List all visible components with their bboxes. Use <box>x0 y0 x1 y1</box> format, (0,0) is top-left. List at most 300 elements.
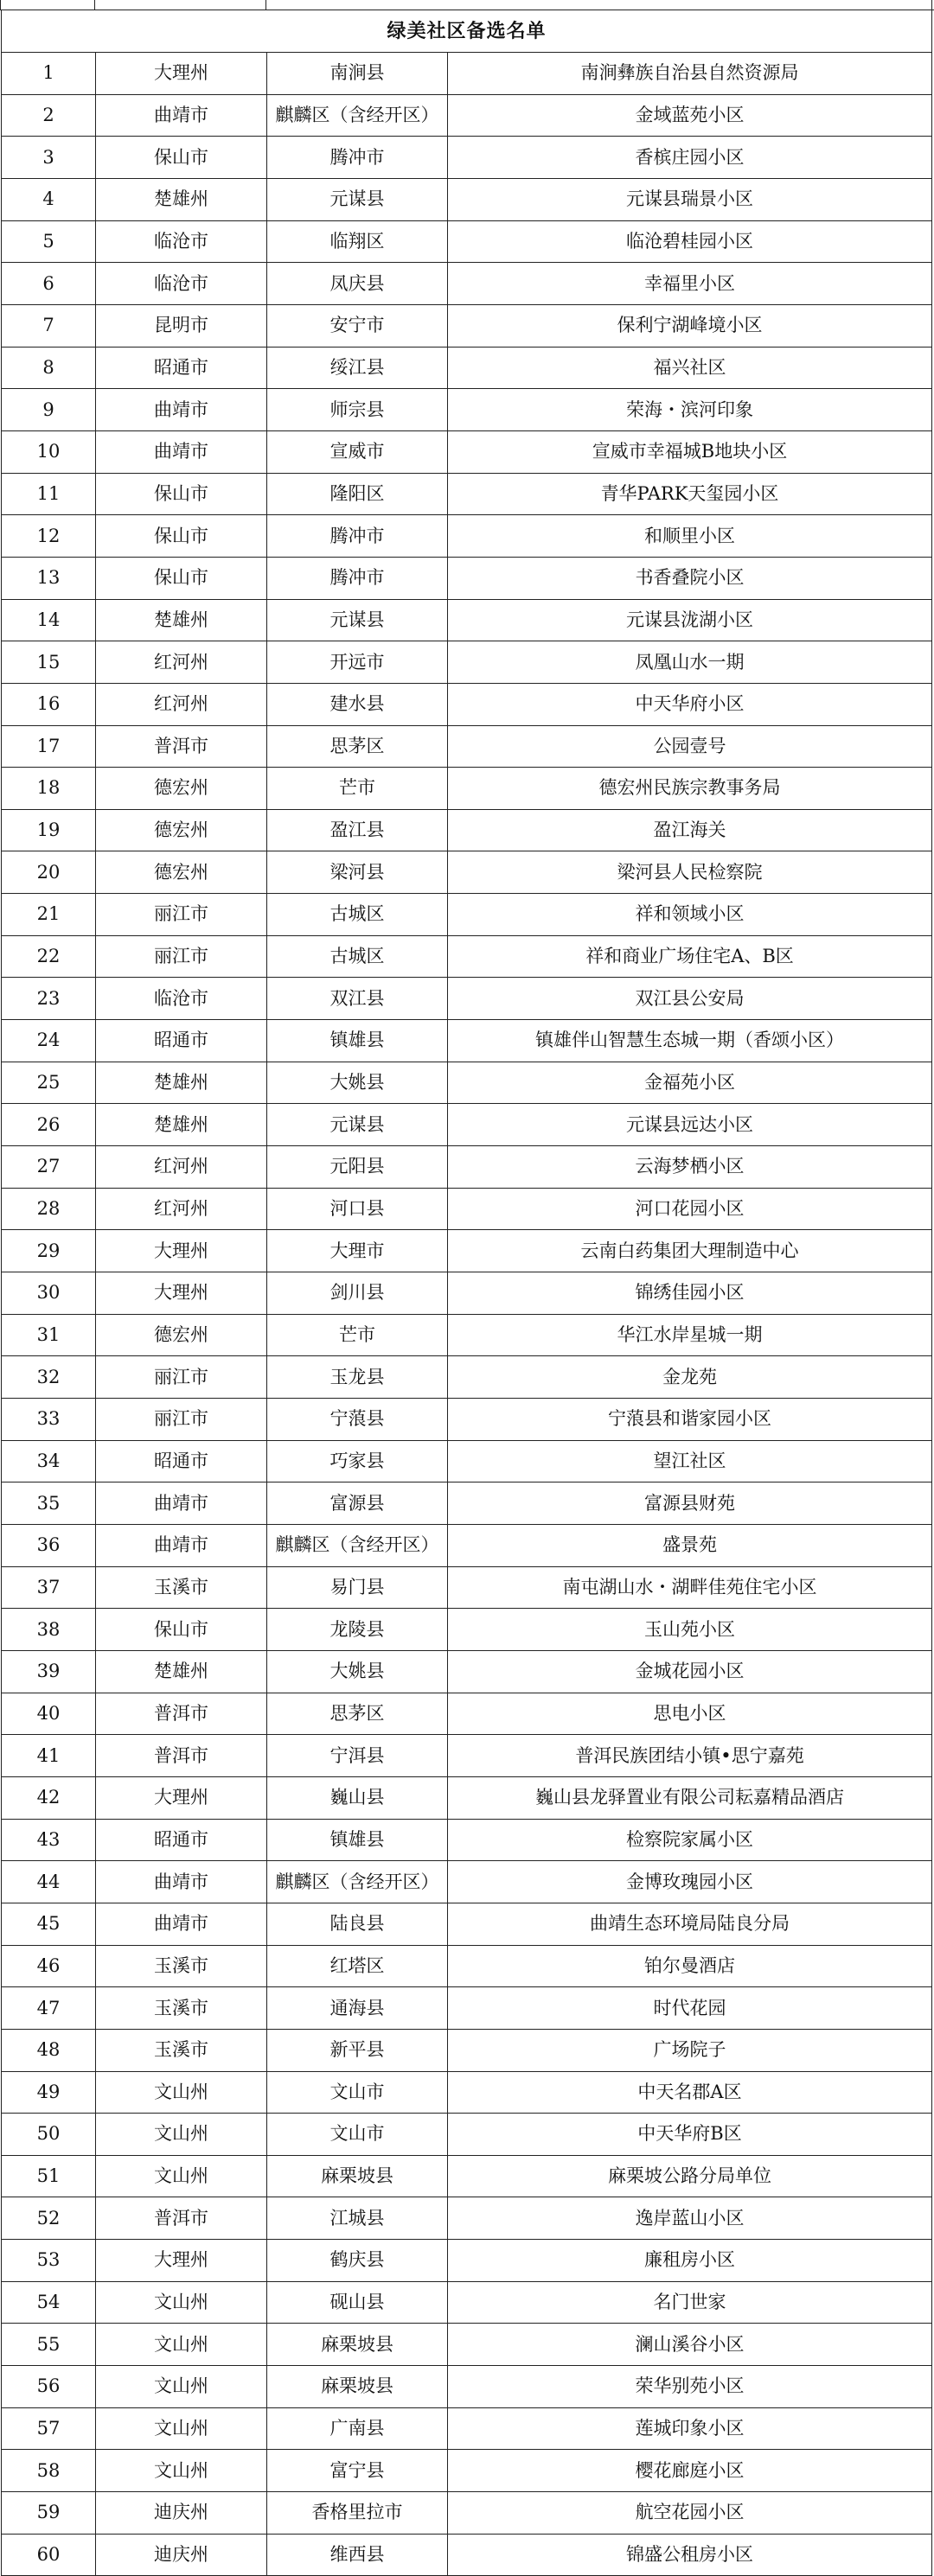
county-cell: 陆良县 <box>267 1903 448 1945</box>
city-cell: 玉溪市 <box>96 1987 267 2030</box>
row-number: 57 <box>2 2407 96 2450</box>
table-row <box>2 1566 932 1609</box>
table-row <box>2 1861 932 1903</box>
county-cell: 香格里拉市 <box>267 2492 448 2535</box>
community-name-cell: 富源县财苑 <box>448 1482 932 1525</box>
table-row <box>2 515 932 558</box>
community-name-cell: 中天华府B区 <box>448 2114 932 2156</box>
table-row <box>2 2407 932 2450</box>
row-number: 52 <box>2 2197 96 2240</box>
row-number: 40 <box>2 1693 96 1735</box>
community-name-cell: 德宏州民族宗教事务局 <box>448 768 932 810</box>
community-name-cell: 元谋县泷湖小区 <box>448 599 932 641</box>
table-row <box>2 1104 932 1146</box>
row-number: 24 <box>2 1020 96 1062</box>
county-cell: 梁河县 <box>267 851 448 894</box>
county-cell: 砚山县 <box>267 2281 448 2324</box>
table-row <box>2 1903 932 1945</box>
county-cell: 元谋县 <box>267 178 448 220</box>
community-name-cell: 元谋县远达小区 <box>448 1104 932 1146</box>
county-cell: 宣威市 <box>267 430 448 473</box>
row-number: 3 <box>2 137 96 179</box>
row-number: 60 <box>2 2534 96 2576</box>
community-name-cell: 元谋县瑞景小区 <box>448 178 932 220</box>
county-cell: 腾冲市 <box>267 137 448 179</box>
community-name-cell: 祥和领域小区 <box>448 894 932 936</box>
city-cell: 德宏州 <box>96 809 267 851</box>
city-cell: 德宏州 <box>96 1314 267 1356</box>
row-number: 13 <box>2 557 96 599</box>
community-name-cell: 锦绣佳园小区 <box>448 1272 932 1315</box>
table-row <box>2 809 932 851</box>
table-row <box>2 725 932 768</box>
county-cell: 巧家县 <box>267 1440 448 1482</box>
row-number: 46 <box>2 1945 96 1987</box>
county-cell: 红塔区 <box>267 1945 448 1987</box>
community-name-cell: 南涧彝族自治县自然资源局 <box>448 53 932 95</box>
community-name-cell: 保利宁湖峰境小区 <box>448 304 932 347</box>
community-name-cell: 麻栗坡公路分局单位 <box>448 2155 932 2197</box>
row-number: 42 <box>2 1776 96 1819</box>
row-number: 4 <box>2 178 96 220</box>
table-row <box>2 1819 932 1861</box>
table-row <box>2 263 932 305</box>
row-number: 59 <box>2 2492 96 2535</box>
city-cell: 保山市 <box>96 473 267 515</box>
city-cell: 大理州 <box>96 1230 267 1272</box>
table-row <box>2 2324 932 2366</box>
city-cell: 丽江市 <box>96 1356 267 1399</box>
city-cell: 文山州 <box>96 2366 267 2408</box>
city-cell: 昭通市 <box>96 1440 267 1482</box>
table-row <box>2 178 932 220</box>
community-name-cell: 河口花园小区 <box>448 1188 932 1230</box>
county-cell: 大姚县 <box>267 1062 448 1104</box>
table-row <box>2 2281 932 2324</box>
table-row <box>2 1776 932 1819</box>
community-name-cell: 金域蓝苑小区 <box>448 94 932 137</box>
row-number: 54 <box>2 2281 96 2324</box>
community-name-cell: 南屯湖山水・湖畔佳苑住宅小区 <box>448 1566 932 1609</box>
row-number: 10 <box>2 430 96 473</box>
city-cell: 文山州 <box>96 2155 267 2197</box>
row-number: 12 <box>2 515 96 558</box>
county-cell: 广南县 <box>267 2407 448 2450</box>
county-cell: 鹤庆县 <box>267 2240 448 2282</box>
row-number: 19 <box>2 809 96 851</box>
community-name-cell: 和顺里小区 <box>448 515 932 558</box>
community-name-cell: 盛景苑 <box>448 1524 932 1566</box>
county-cell: 文山市 <box>267 2114 448 2156</box>
city-cell: 普洱市 <box>96 1693 267 1735</box>
community-name-cell: 思电小区 <box>448 1693 932 1735</box>
community-name-cell: 金城花园小区 <box>448 1650 932 1693</box>
city-cell: 普洱市 <box>96 725 267 768</box>
row-number: 53 <box>2 2240 96 2282</box>
county-cell: 宁洱县 <box>267 1735 448 1777</box>
county-cell: 宁蒗县 <box>267 1399 448 1441</box>
table-row <box>2 1650 932 1693</box>
community-name-cell: 曲靖生态环境局陆良分局 <box>448 1903 932 1945</box>
table-row <box>2 1987 932 2030</box>
community-name-cell: 名门世家 <box>448 2281 932 2324</box>
row-number: 26 <box>2 1104 96 1146</box>
city-cell: 昭通市 <box>96 347 267 389</box>
row-number: 21 <box>2 894 96 936</box>
community-name-cell: 梁河县人民检察院 <box>448 851 932 894</box>
table-row <box>2 220 932 263</box>
county-cell: 易门县 <box>267 1566 448 1609</box>
city-cell: 临沧市 <box>96 220 267 263</box>
table-row <box>2 389 932 431</box>
row-number: 35 <box>2 1482 96 1525</box>
county-cell: 玉龙县 <box>267 1356 448 1399</box>
row-number: 9 <box>2 389 96 431</box>
city-cell: 曲靖市 <box>96 430 267 473</box>
community-name-cell: 宣威市幸福城B地块小区 <box>448 430 932 473</box>
community-name-cell: 检察院家属小区 <box>448 1819 932 1861</box>
city-cell: 楚雄州 <box>96 1650 267 1693</box>
row-number: 45 <box>2 1903 96 1945</box>
table-row <box>2 2114 932 2156</box>
city-cell: 大理州 <box>96 53 267 95</box>
row-number: 20 <box>2 851 96 894</box>
city-cell: 保山市 <box>96 137 267 179</box>
community-name-cell: 荣海・滨河印象 <box>448 389 932 431</box>
community-name-cell: 航空花园小区 <box>448 2492 932 2535</box>
community-name-cell: 望江社区 <box>448 1440 932 1482</box>
city-cell: 大理州 <box>96 1776 267 1819</box>
city-cell: 德宏州 <box>96 851 267 894</box>
county-cell: 新平县 <box>267 2029 448 2071</box>
row-number: 49 <box>2 2071 96 2114</box>
table-row <box>2 1945 932 1987</box>
community-name-cell: 时代花园 <box>448 1987 932 2030</box>
county-cell: 麻栗坡县 <box>267 2155 448 2197</box>
row-number: 18 <box>2 768 96 810</box>
city-cell: 保山市 <box>96 557 267 599</box>
community-name-cell: 宁蒗县和谐家园小区 <box>448 1399 932 1441</box>
city-cell: 玉溪市 <box>96 2029 267 2071</box>
city-cell: 昭通市 <box>96 1020 267 1062</box>
table-row <box>2 2071 932 2114</box>
county-cell: 富源县 <box>267 1482 448 1525</box>
table-row <box>2 768 932 810</box>
county-cell: 镇雄县 <box>267 1020 448 1062</box>
community-name-cell: 云海梦栖小区 <box>448 1146 932 1189</box>
city-cell: 楚雄州 <box>96 1062 267 1104</box>
city-cell: 红河州 <box>96 641 267 684</box>
county-cell: 腾冲市 <box>267 515 448 558</box>
county-cell: 开远市 <box>267 641 448 684</box>
city-cell: 楚雄州 <box>96 599 267 641</box>
table-row <box>2 304 932 347</box>
table-row <box>2 1020 932 1062</box>
table-row <box>2 1482 932 1525</box>
county-cell: 腾冲市 <box>267 557 448 599</box>
city-cell: 普洱市 <box>96 2197 267 2240</box>
city-cell: 迪庆州 <box>96 2534 267 2576</box>
community-name-cell: 祥和商业广场住宅A、B区 <box>448 935 932 978</box>
table-row <box>2 641 932 684</box>
city-cell: 迪庆州 <box>96 2492 267 2535</box>
county-cell: 麻栗坡县 <box>267 2366 448 2408</box>
row-number: 33 <box>2 1399 96 1441</box>
table-row <box>2 2155 932 2197</box>
table-row <box>2 2534 932 2576</box>
row-number: 34 <box>2 1440 96 1482</box>
community-name-cell: 盈江海关 <box>448 809 932 851</box>
community-name-cell: 金博玫瑰园小区 <box>448 1861 932 1903</box>
row-number: 8 <box>2 347 96 389</box>
city-cell: 保山市 <box>96 1609 267 1651</box>
city-cell: 文山州 <box>96 2450 267 2492</box>
row-number: 1 <box>2 53 96 95</box>
county-cell: 古城区 <box>267 894 448 936</box>
table-row <box>2 1356 932 1399</box>
row-number: 14 <box>2 599 96 641</box>
county-cell: 麻栗坡县 <box>267 2324 448 2366</box>
county-cell: 维西县 <box>267 2534 448 2576</box>
row-number: 44 <box>2 1861 96 1903</box>
table-row <box>2 1062 932 1104</box>
community-name-cell: 逸岸蓝山小区 <box>448 2197 932 2240</box>
table-row <box>2 94 932 137</box>
city-cell: 德宏州 <box>96 768 267 810</box>
county-cell: 江城县 <box>267 2197 448 2240</box>
table-row <box>2 557 932 599</box>
community-name-cell: 临沧碧桂园小区 <box>448 220 932 263</box>
city-cell: 文山州 <box>96 2114 267 2156</box>
county-cell: 古城区 <box>267 935 448 978</box>
table-row <box>2 1693 932 1735</box>
county-cell: 麒麟区（含经开区） <box>267 1524 448 1566</box>
city-cell: 丽江市 <box>96 1399 267 1441</box>
city-cell: 昆明市 <box>96 304 267 347</box>
county-cell: 芒市 <box>267 768 448 810</box>
county-cell: 镇雄县 <box>267 1819 448 1861</box>
city-cell: 曲靖市 <box>96 1861 267 1903</box>
city-cell: 大理州 <box>96 2240 267 2282</box>
row-number: 50 <box>2 2114 96 2156</box>
table-row <box>2 683 932 725</box>
city-cell: 楚雄州 <box>96 1104 267 1146</box>
table-row <box>2 2450 932 2492</box>
county-cell: 剑川县 <box>267 1272 448 1315</box>
community-name-cell: 中天华府小区 <box>448 683 932 725</box>
row-number: 39 <box>2 1650 96 1693</box>
row-number: 51 <box>2 2155 96 2197</box>
community-name-cell: 双江县公安局 <box>448 978 932 1020</box>
community-name-cell: 幸福里小区 <box>448 263 932 305</box>
community-name-cell: 香槟庄园小区 <box>448 137 932 179</box>
community-name-cell: 荣华别苑小区 <box>448 2366 932 2408</box>
county-cell: 安宁市 <box>267 304 448 347</box>
county-cell: 大姚县 <box>267 1650 448 1693</box>
title-row <box>2 10 932 53</box>
city-cell: 红河州 <box>96 683 267 725</box>
community-name-cell: 玉山苑小区 <box>448 1609 932 1651</box>
row-number: 17 <box>2 725 96 768</box>
city-cell: 文山州 <box>96 2281 267 2324</box>
row-number: 56 <box>2 2366 96 2408</box>
row-number: 5 <box>2 220 96 263</box>
community-name-cell: 莲城印象小区 <box>448 2407 932 2450</box>
county-cell: 文山市 <box>267 2071 448 2114</box>
row-number: 15 <box>2 641 96 684</box>
community-name-cell: 凤凰山水一期 <box>448 641 932 684</box>
community-name-cell: 广场院子 <box>448 2029 932 2071</box>
row-number: 41 <box>2 1735 96 1777</box>
city-cell: 曲靖市 <box>96 1903 267 1945</box>
city-cell: 玉溪市 <box>96 1566 267 1609</box>
city-cell: 红河州 <box>96 1188 267 1230</box>
county-cell: 麒麟区（含经开区） <box>267 1861 448 1903</box>
community-name-cell: 樱花廊庭小区 <box>448 2450 932 2492</box>
city-cell: 红河州 <box>96 1146 267 1189</box>
community-name-cell: 中天名郡A区 <box>448 2071 932 2114</box>
row-number: 29 <box>2 1230 96 1272</box>
table-row <box>2 1314 932 1356</box>
table-row <box>2 2366 932 2408</box>
table-row <box>2 1146 932 1189</box>
row-number: 38 <box>2 1609 96 1651</box>
community-name-cell: 华江水岸星城一期 <box>448 1314 932 1356</box>
city-cell: 保山市 <box>96 515 267 558</box>
row-number: 48 <box>2 2029 96 2071</box>
row-number: 37 <box>2 1566 96 1609</box>
table-row <box>2 2240 932 2282</box>
table-row <box>2 1609 932 1651</box>
table-row <box>2 1272 932 1315</box>
city-cell: 楚雄州 <box>96 178 267 220</box>
community-name-cell: 福兴社区 <box>448 347 932 389</box>
county-cell: 凤庆县 <box>267 263 448 305</box>
community-name-cell: 锦盛公租房小区 <box>448 2534 932 2576</box>
city-cell: 曲靖市 <box>96 389 267 431</box>
table-row <box>2 1188 932 1230</box>
county-cell: 思茅区 <box>267 1693 448 1735</box>
table-row <box>2 1399 932 1441</box>
city-cell: 临沧市 <box>96 978 267 1020</box>
community-name-cell: 云南白药集团大理制造中心 <box>448 1230 932 1272</box>
city-cell: 文山州 <box>96 2407 267 2450</box>
city-cell: 文山州 <box>96 2324 267 2366</box>
table-row <box>2 430 932 473</box>
community-name-cell: 廉租房小区 <box>448 2240 932 2282</box>
community-name-cell: 青华PARK天玺园小区 <box>448 473 932 515</box>
row-number: 55 <box>2 2324 96 2366</box>
row-number: 31 <box>2 1314 96 1356</box>
county-cell: 元阳县 <box>267 1146 448 1189</box>
table-row <box>2 1230 932 1272</box>
row-number: 22 <box>2 935 96 978</box>
row-number: 16 <box>2 683 96 725</box>
community-list-table <box>1 10 932 2576</box>
row-number: 58 <box>2 2450 96 2492</box>
county-cell: 双江县 <box>267 978 448 1020</box>
row-number: 28 <box>2 1188 96 1230</box>
community-name-cell: 巍山县龙驿置业有限公司耘嘉精品酒店 <box>448 1776 932 1819</box>
community-name-cell: 镇雄伴山智慧生态城一期（香颂小区） <box>448 1020 932 1062</box>
table-row <box>2 935 932 978</box>
county-cell: 元谋县 <box>267 599 448 641</box>
community-name-cell: 铂尔曼酒店 <box>448 1945 932 1987</box>
row-number: 36 <box>2 1524 96 1566</box>
row-number: 7 <box>2 304 96 347</box>
table-body <box>2 10 932 2576</box>
county-cell: 临翔区 <box>267 220 448 263</box>
table-row <box>2 2492 932 2535</box>
county-cell: 巍山县 <box>267 1776 448 1819</box>
community-name-cell: 金福苑小区 <box>448 1062 932 1104</box>
row-number: 43 <box>2 1819 96 1861</box>
county-cell: 绥江县 <box>267 347 448 389</box>
city-cell: 普洱市 <box>96 1735 267 1777</box>
city-cell: 文山州 <box>96 2071 267 2114</box>
city-cell: 临沧市 <box>96 263 267 305</box>
county-cell: 芒市 <box>267 1314 448 1356</box>
county-cell: 龙陵县 <box>267 1609 448 1651</box>
table-row <box>2 894 932 936</box>
city-cell: 曲靖市 <box>96 94 267 137</box>
row-number: 30 <box>2 1272 96 1315</box>
county-cell: 元谋县 <box>267 1104 448 1146</box>
city-cell: 大理州 <box>96 1272 267 1315</box>
table-row <box>2 1735 932 1777</box>
table-row <box>2 2029 932 2071</box>
community-name-cell: 澜山溪谷小区 <box>448 2324 932 2366</box>
row-number: 6 <box>2 263 96 305</box>
row-number: 32 <box>2 1356 96 1399</box>
city-cell: 昭通市 <box>96 1819 267 1861</box>
city-cell: 曲靖市 <box>96 1482 267 1525</box>
city-cell: 丽江市 <box>96 894 267 936</box>
table-row <box>2 473 932 515</box>
table-row <box>2 1524 932 1566</box>
city-cell: 曲靖市 <box>96 1524 267 1566</box>
county-cell: 河口县 <box>267 1188 448 1230</box>
row-number: 11 <box>2 473 96 515</box>
row-number: 47 <box>2 1987 96 2030</box>
table-row <box>2 53 932 95</box>
county-cell: 富宁县 <box>267 2450 448 2492</box>
table-row <box>2 599 932 641</box>
county-cell: 南涧县 <box>267 53 448 95</box>
county-cell: 思茅区 <box>267 725 448 768</box>
county-cell: 麒麟区（含经开区） <box>267 94 448 137</box>
row-number: 23 <box>2 978 96 1020</box>
county-cell: 师宗县 <box>267 389 448 431</box>
county-cell: 建水县 <box>267 683 448 725</box>
row-number: 25 <box>2 1062 96 1104</box>
community-name-cell: 普洱民族团结小镇•思宁嘉苑 <box>448 1735 932 1777</box>
community-name-cell: 公园壹号 <box>448 725 932 768</box>
county-cell: 盈江县 <box>267 809 448 851</box>
table-title: 绿美社区备选名单 <box>2 10 932 53</box>
county-cell: 通海县 <box>267 1987 448 2030</box>
city-cell: 丽江市 <box>96 935 267 978</box>
table-row <box>2 347 932 389</box>
community-name-cell: 书香叠院小区 <box>448 557 932 599</box>
county-cell: 大理市 <box>267 1230 448 1272</box>
table-row <box>2 978 932 1020</box>
county-cell: 隆阳区 <box>267 473 448 515</box>
row-number: 27 <box>2 1146 96 1189</box>
city-cell: 玉溪市 <box>96 1945 267 1987</box>
row-number: 2 <box>2 94 96 137</box>
table-row <box>2 2197 932 2240</box>
